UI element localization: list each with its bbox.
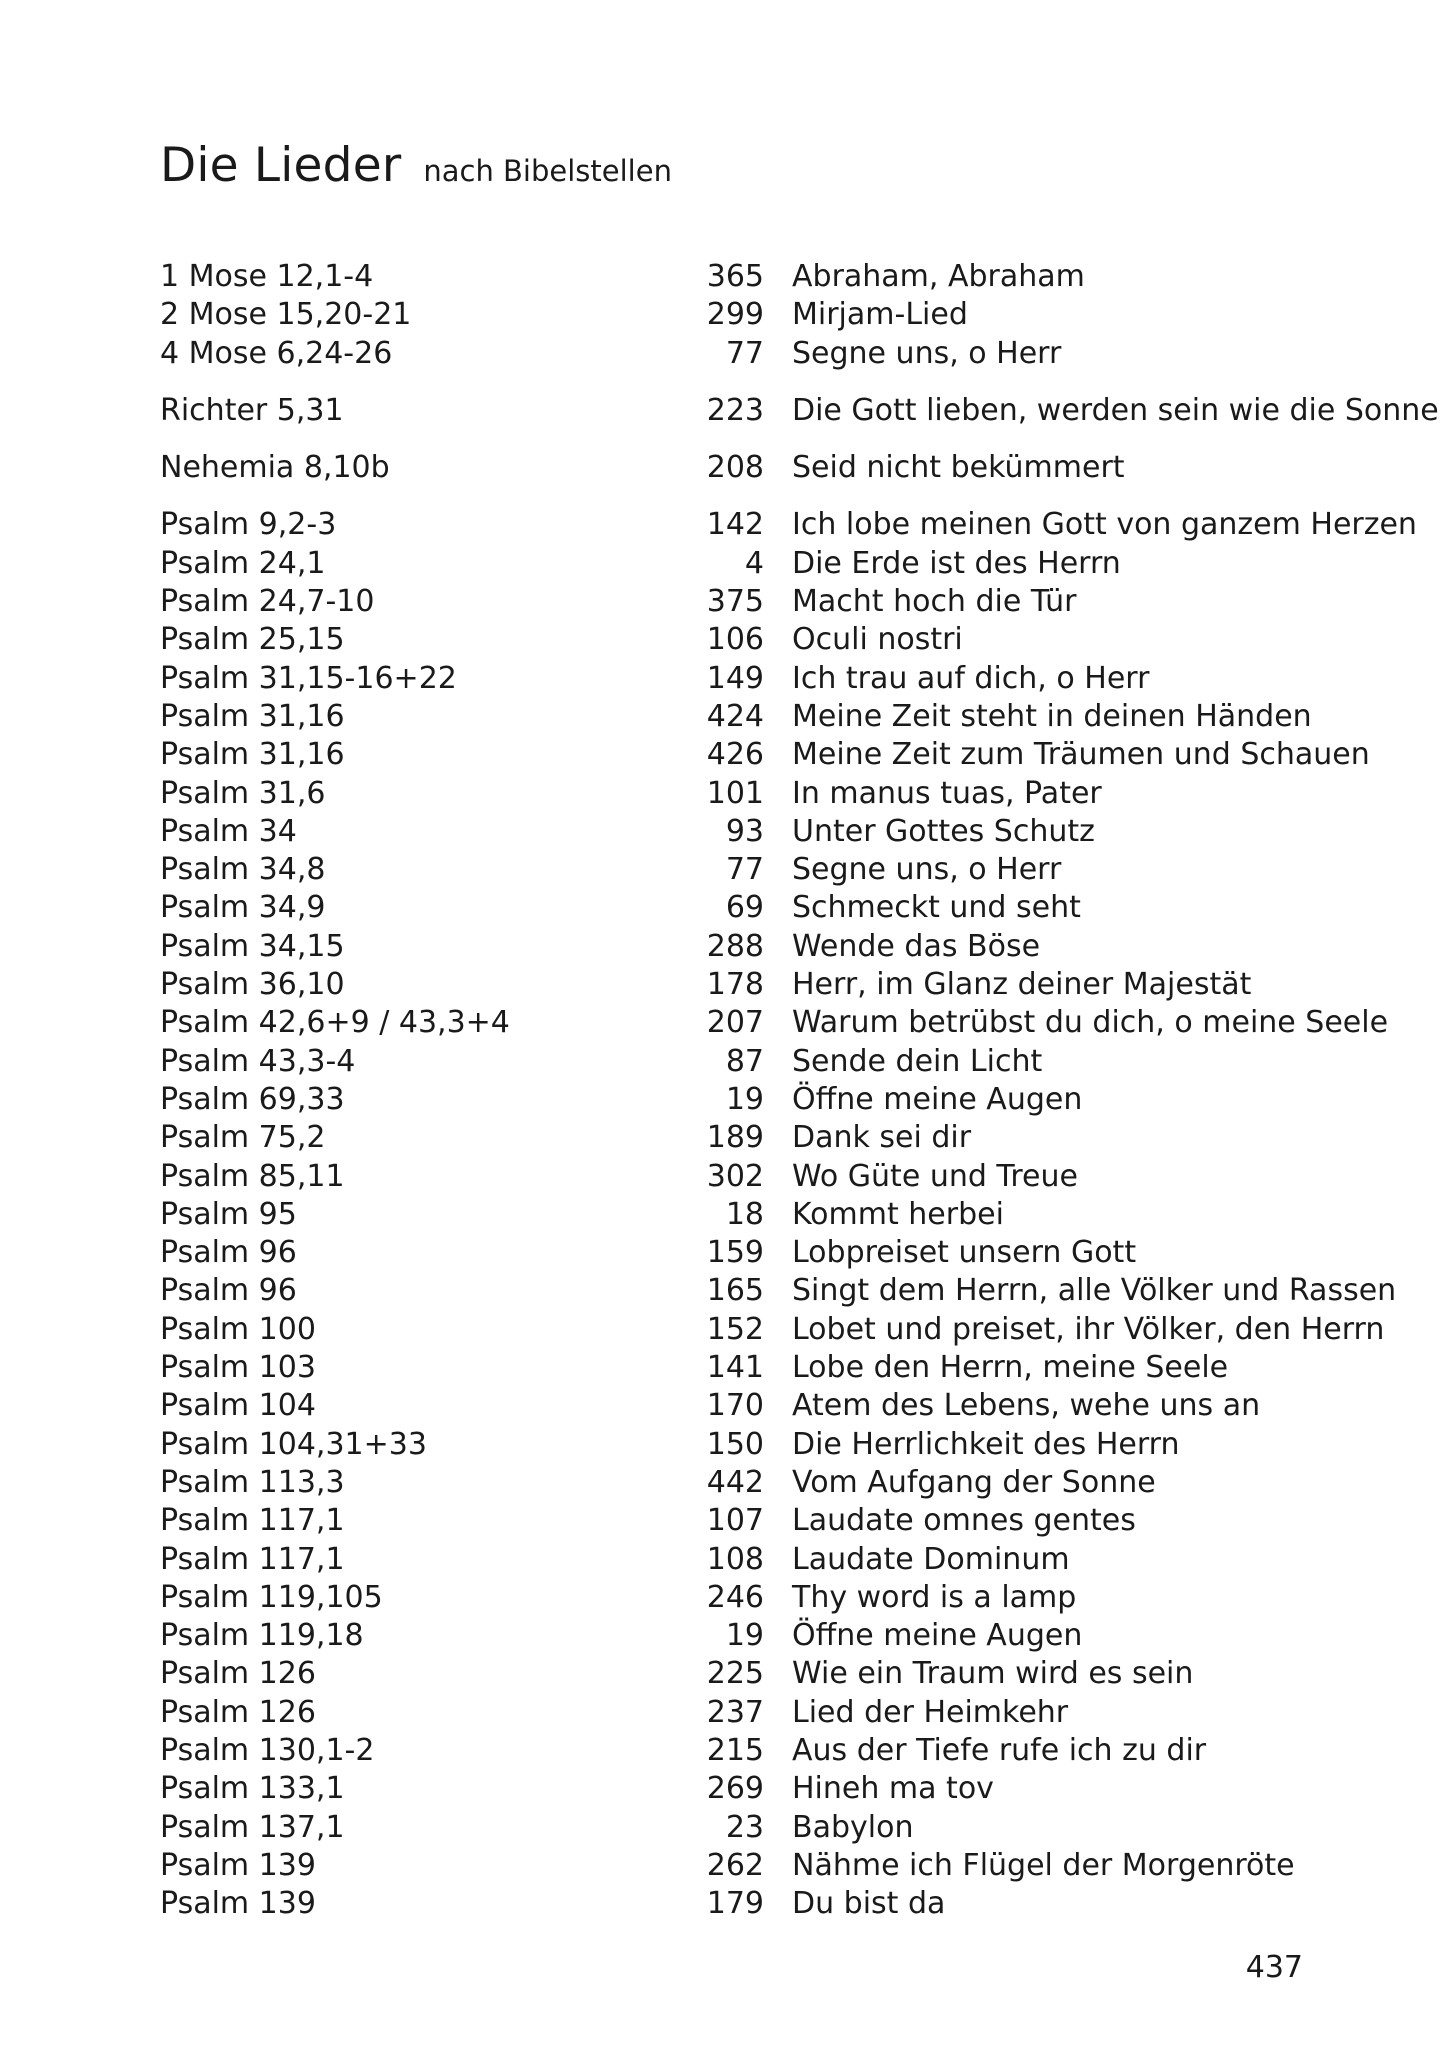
index-row bbox=[160, 1617, 1320, 1655]
song-index bbox=[160, 258, 1439, 1942]
index-row bbox=[160, 1158, 1320, 1196]
song-number: 142 bbox=[706, 507, 764, 543]
song-number: 365 bbox=[706, 259, 764, 294]
song-number: 101 bbox=[706, 775, 764, 811]
bible-reference: Nehemia 8,10b bbox=[160, 450, 390, 486]
song-number: 246 bbox=[706, 1579, 764, 1615]
song-number: 426 bbox=[706, 737, 764, 773]
song-title: Die Gott lieben, werden sein wie die Sonne bbox=[792, 392, 1439, 428]
index-row bbox=[160, 736, 1370, 774]
bible-reference: Psalm 95 bbox=[160, 1196, 297, 1232]
index-row bbox=[160, 1387, 1320, 1425]
song-number: 18 bbox=[725, 1196, 764, 1232]
song-title: Die Erde ist des Herrn bbox=[792, 545, 1121, 581]
bible-reference: Psalm 103 bbox=[160, 1350, 316, 1386]
index-row bbox=[160, 1081, 1320, 1119]
song-title: Ich trau auf dich, o Herr bbox=[792, 660, 1150, 696]
bible-reference: Psalm 34 bbox=[160, 813, 297, 849]
song-title: Aus der Tiefe rufe ich zu dir bbox=[792, 1732, 1207, 1768]
song-number: 165 bbox=[706, 1273, 764, 1309]
song-number: 93 bbox=[725, 813, 764, 849]
song-title: Warum betrübst du dich, o meine Seele bbox=[792, 1005, 1389, 1041]
bible-reference: Psalm 42,6+9 / 43,3+4 bbox=[160, 1005, 510, 1041]
song-number: 152 bbox=[706, 1311, 764, 1347]
bible-reference: 4 Mose 6,24-26 bbox=[160, 335, 393, 371]
bible-reference: Psalm 126 bbox=[160, 1656, 316, 1692]
bible-reference: Richter 5,31 bbox=[160, 392, 344, 428]
song-number: 288 bbox=[706, 928, 764, 964]
song-title: Laudate Dominum bbox=[792, 1541, 1070, 1577]
index-row bbox=[160, 1426, 1320, 1464]
bible-reference: Psalm 9,2-3 bbox=[160, 507, 337, 543]
song-number: 170 bbox=[706, 1388, 764, 1424]
song-number: 178 bbox=[706, 967, 764, 1003]
bible-reference: Psalm 133,1 bbox=[160, 1771, 345, 1807]
song-number: 159 bbox=[706, 1235, 764, 1271]
bible-reference: Psalm 104 bbox=[160, 1388, 316, 1424]
song-title: Wende das Böse bbox=[792, 928, 1041, 964]
index-row bbox=[160, 1541, 1320, 1579]
song-number: 87 bbox=[725, 1043, 764, 1079]
song-title: Thy word is a lamp bbox=[792, 1579, 1077, 1615]
index-row bbox=[160, 545, 1320, 583]
song-title: Laudate omnes gentes bbox=[792, 1503, 1136, 1539]
index-row bbox=[160, 1234, 1320, 1272]
song-title: Nähme ich Flügel der Morgenröte bbox=[792, 1847, 1295, 1883]
bible-reference: Psalm 119,18 bbox=[160, 1618, 364, 1654]
song-title: Wo Güte und Treue bbox=[792, 1158, 1078, 1194]
song-number: 19 bbox=[725, 1081, 764, 1117]
bible-reference: Psalm 119,105 bbox=[160, 1579, 383, 1615]
song-title: Singt dem Herrn, alle Völker und Rassen bbox=[792, 1273, 1397, 1309]
index-row bbox=[160, 775, 1320, 813]
song-number: 225 bbox=[706, 1656, 764, 1692]
song-number: 150 bbox=[706, 1426, 764, 1462]
index-row bbox=[160, 813, 1320, 851]
bible-reference: Psalm 24,7-10 bbox=[160, 584, 375, 620]
song-number: 4 bbox=[744, 545, 764, 581]
song-title: Babylon bbox=[792, 1809, 914, 1845]
bible-reference: Psalm 126 bbox=[160, 1694, 316, 1730]
bible-reference: Psalm 25,15 bbox=[160, 622, 345, 658]
index-row bbox=[160, 449, 1320, 487]
bible-reference: Psalm 69,33 bbox=[160, 1081, 345, 1117]
index-row bbox=[160, 1502, 1320, 1540]
bible-reference: 1 Mose 12,1-4 bbox=[160, 259, 374, 294]
song-number: 19 bbox=[725, 1618, 764, 1654]
song-number: 149 bbox=[706, 660, 764, 696]
bible-reference: Psalm 96 bbox=[160, 1273, 297, 1309]
song-title: Lobe den Herrn, meine Seele bbox=[792, 1350, 1229, 1386]
song-title: Meine Zeit zum Träumen und Schauen bbox=[792, 737, 1370, 773]
bible-reference: Psalm 34,9 bbox=[160, 890, 326, 926]
index-group bbox=[160, 506, 1417, 1923]
song-title: Atem des Lebens, wehe uns an bbox=[792, 1388, 1261, 1424]
index-row bbox=[160, 698, 1320, 736]
index-row bbox=[160, 889, 1320, 927]
bible-reference: Psalm 117,1 bbox=[160, 1503, 345, 1539]
index-row bbox=[160, 1196, 1320, 1234]
song-title: Seid nicht bekümmert bbox=[792, 450, 1125, 486]
song-title: Öffne meine Augen bbox=[792, 1081, 1083, 1117]
song-number: 207 bbox=[706, 1005, 764, 1041]
bible-reference: Psalm 85,11 bbox=[160, 1158, 345, 1194]
index-row bbox=[160, 1655, 1320, 1693]
song-title: Du bist da bbox=[792, 1886, 946, 1922]
index-row bbox=[160, 1694, 1320, 1732]
page-number: 437 bbox=[1245, 1950, 1303, 1985]
index-row bbox=[160, 660, 1320, 698]
index-row bbox=[160, 583, 1320, 621]
bible-reference: Psalm 75,2 bbox=[160, 1120, 326, 1156]
song-title: Abraham, Abraham bbox=[792, 259, 1085, 294]
bible-reference: Psalm 137,1 bbox=[160, 1809, 345, 1845]
song-number: 107 bbox=[706, 1503, 764, 1539]
index-group bbox=[160, 449, 1320, 487]
page-heading bbox=[160, 138, 672, 193]
song-title: Oculi nostri bbox=[792, 622, 963, 658]
song-number: 299 bbox=[706, 297, 764, 333]
song-title: Macht hoch die Tür bbox=[792, 584, 1077, 620]
song-number: 424 bbox=[706, 698, 764, 734]
bible-reference: Psalm 34,8 bbox=[160, 852, 326, 888]
song-title: Vom Aufgang der Sonne bbox=[792, 1464, 1156, 1500]
bible-reference: Psalm 31,16 bbox=[160, 737, 345, 773]
index-row bbox=[160, 1464, 1320, 1502]
index-row bbox=[160, 621, 1320, 659]
index-group bbox=[160, 392, 1439, 430]
song-number: 106 bbox=[706, 622, 764, 658]
song-number: 189 bbox=[706, 1120, 764, 1156]
song-title: Lobet und preiset, ihr Völker, den Herrn bbox=[792, 1311, 1385, 1347]
song-title: Die Herrlichkeit des Herrn bbox=[792, 1426, 1180, 1462]
index-row bbox=[160, 966, 1320, 1004]
index-row bbox=[160, 258, 1320, 296]
index-row bbox=[160, 1847, 1320, 1885]
song-title: Segne uns, o Herr bbox=[792, 852, 1062, 888]
song-title: Meine Zeit steht in deinen Händen bbox=[792, 698, 1312, 734]
song-number: 269 bbox=[706, 1771, 764, 1807]
song-number: 223 bbox=[706, 392, 764, 428]
song-number: 262 bbox=[706, 1847, 764, 1883]
song-number: 442 bbox=[706, 1464, 764, 1500]
index-row bbox=[160, 1272, 1397, 1310]
bible-reference: Psalm 139 bbox=[160, 1847, 316, 1883]
bible-reference: Psalm 24,1 bbox=[160, 545, 326, 581]
index-row bbox=[160, 928, 1320, 966]
index-row bbox=[160, 851, 1320, 889]
index-row bbox=[160, 1885, 1320, 1923]
song-title: Wie ein Traum wird es sein bbox=[792, 1656, 1194, 1692]
song-number: 237 bbox=[706, 1694, 764, 1730]
song-title: Unter Gottes Schutz bbox=[792, 813, 1095, 849]
song-number: 208 bbox=[706, 450, 764, 486]
song-number: 77 bbox=[725, 852, 764, 888]
bible-reference: Psalm 113,3 bbox=[160, 1464, 345, 1500]
song-title: Dank sei dir bbox=[792, 1120, 972, 1156]
song-title: Sende dein Licht bbox=[792, 1043, 1043, 1079]
bible-reference: Psalm 36,10 bbox=[160, 967, 345, 1003]
song-number: 141 bbox=[706, 1350, 764, 1386]
index-row bbox=[160, 1732, 1320, 1770]
index-row bbox=[160, 1770, 1320, 1808]
song-number: 69 bbox=[725, 890, 764, 926]
bible-reference: Psalm 139 bbox=[160, 1886, 316, 1922]
song-title: Lied der Heimkehr bbox=[792, 1694, 1069, 1730]
song-title: Mirjam-Lied bbox=[792, 297, 968, 333]
song-number: 179 bbox=[706, 1886, 764, 1922]
bible-reference: Psalm 34,15 bbox=[160, 928, 345, 964]
song-title: Herr, im Glanz deiner Majestät bbox=[792, 967, 1252, 1003]
bible-reference: Psalm 96 bbox=[160, 1235, 297, 1271]
index-row bbox=[160, 392, 1439, 430]
bible-reference: Psalm 130,1-2 bbox=[160, 1732, 375, 1768]
bible-reference: Psalm 43,3-4 bbox=[160, 1043, 356, 1079]
song-number: 108 bbox=[706, 1541, 764, 1577]
song-number: 302 bbox=[706, 1158, 764, 1194]
bible-reference: Psalm 100 bbox=[160, 1311, 316, 1347]
song-title: Segne uns, o Herr bbox=[792, 335, 1062, 371]
page-title: Die Lieder bbox=[160, 138, 402, 193]
bible-reference: 2 Mose 15,20-21 bbox=[160, 297, 412, 333]
song-number: 77 bbox=[725, 335, 764, 371]
song-title: Ich lobe meinen Gott von ganzem Herzen bbox=[792, 507, 1417, 543]
index-row bbox=[160, 1004, 1389, 1042]
song-number: 23 bbox=[725, 1809, 764, 1845]
song-title: Öffne meine Augen bbox=[792, 1618, 1083, 1654]
index-row bbox=[160, 1349, 1320, 1387]
index-row bbox=[160, 1043, 1320, 1081]
index-row bbox=[160, 506, 1417, 544]
index-row bbox=[160, 1579, 1320, 1617]
song-title: Lobpreiset unsern Gott bbox=[792, 1235, 1137, 1271]
song-title: In manus tuas, Pater bbox=[792, 775, 1102, 811]
song-title: Schmeckt und seht bbox=[792, 890, 1081, 926]
bible-reference: Psalm 104,31+33 bbox=[160, 1426, 427, 1462]
song-title: Kommt herbei bbox=[792, 1196, 1004, 1232]
bible-reference: Psalm 31,6 bbox=[160, 775, 326, 811]
index-row bbox=[160, 1809, 1320, 1847]
index-row bbox=[160, 1119, 1320, 1157]
index-row bbox=[160, 1311, 1385, 1349]
bible-reference: Psalm 117,1 bbox=[160, 1541, 345, 1577]
song-number: 215 bbox=[706, 1732, 764, 1768]
bible-reference: Psalm 31,15-16+22 bbox=[160, 660, 457, 696]
song-number: 375 bbox=[706, 584, 764, 620]
song-title: Hineh ma tov bbox=[792, 1771, 994, 1807]
index-row bbox=[160, 296, 1320, 334]
index-group bbox=[160, 258, 1320, 373]
bible-reference: Psalm 31,16 bbox=[160, 698, 345, 734]
index-row bbox=[160, 335, 1320, 373]
page-subtitle: nach Bibelstellen bbox=[423, 154, 672, 188]
